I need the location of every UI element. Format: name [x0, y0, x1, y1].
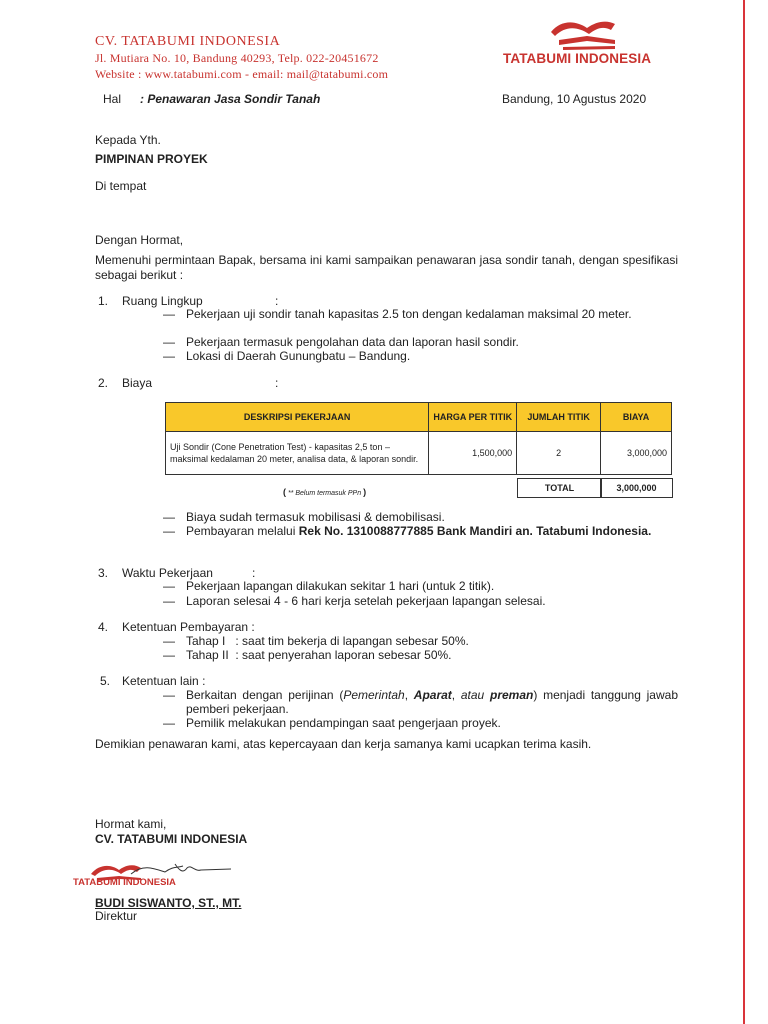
section-2-payment: [186, 524, 678, 538]
s5-text-e: ,: [451, 688, 461, 702]
stamp-text: TATABUMI INDONESIA: [73, 877, 176, 888]
logo-mark-icon: [503, 18, 668, 54]
dash-icon: —: [163, 335, 175, 349]
logo-text: TATABUMI INDONESIA: [503, 51, 652, 66]
section-2-number: 2.: [98, 376, 109, 390]
section-2-title: Biaya: [122, 376, 153, 390]
page-edge-rule: [743, 0, 745, 1024]
section-5-number: 5.: [100, 674, 111, 688]
cost-table: [165, 402, 672, 475]
section-1-item-2: Pekerjaan termasuk pengolahan data dan laporan hasil sondir.: [186, 335, 519, 349]
regards: Hormat kami,: [95, 817, 167, 831]
total-value: 3,000,000: [600, 478, 673, 498]
s5-text-atau: atau: [460, 688, 485, 702]
payment-prefix: Pembayaran melalui: [186, 524, 299, 538]
row-qty: 2: [517, 432, 601, 475]
s5-text-aparat: Aparat: [413, 688, 452, 702]
note-paren-close: ): [363, 487, 367, 497]
s5-text-c: ,: [404, 688, 414, 702]
section-3-item-2: Laporan selesai 4 - 6 hari kerja setelah pekerjaan lapangan selesai.: [186, 594, 546, 608]
letterhead: [95, 34, 388, 82]
s5-text-a: Berkaitan dengan perijinan (: [186, 688, 344, 702]
cost-table-header: [166, 403, 672, 432]
dash-icon: —: [163, 349, 175, 363]
col-header-qty: JUMLAH TITIK: [517, 403, 601, 432]
section-3-colon: :: [252, 566, 256, 580]
dash-icon: —: [163, 524, 175, 538]
section-4-item-2: Tahap II : saat penyerahan laporan sebesar 50%.: [186, 648, 452, 662]
s5-text-i: ) menjadi tanggung jawab pemberi pekerjaan.: [186, 688, 678, 716]
note-text: ** Belum termasuk PPn: [287, 490, 362, 497]
signer-title: Direktur: [95, 909, 138, 923]
section-1-number: 1.: [98, 294, 109, 308]
section-5-item-2: Pemilik melakukan pendampingan saat pengerjaan proyek.: [186, 716, 501, 730]
section-5-title: Ketentuan lain :: [122, 674, 206, 688]
dash-icon: —: [163, 594, 175, 608]
hal-label: Hal: [103, 92, 122, 106]
total-label: TOTAL: [517, 478, 602, 498]
section-1-item-3: Lokasi di Daerah Gunungbatu – Bandung.: [186, 349, 411, 363]
company-logo: [503, 18, 668, 70]
note-paren-open: (: [283, 487, 286, 497]
signer-name: BUDI SISWANTO, ST., MT.: [95, 896, 242, 910]
section-1-title: Ruang Lingkup: [122, 294, 203, 308]
dash-icon: —: [163, 716, 175, 730]
dash-icon: —: [163, 307, 175, 321]
letterhead-website: Website : www.tatabumi.com - email: mail@tatabumi.com: [95, 67, 389, 81]
letterhead-company: CV. TATABUMI INDONESIA: [95, 34, 281, 49]
signature-stamp: [73, 860, 233, 894]
row-cost: 3,000,000: [601, 432, 672, 475]
col-header-price: HARGA PER TITIK: [429, 403, 517, 432]
section-2-item-1: Biaya sudah termasuk mobilisasi & demobilisasi.: [186, 510, 445, 524]
section-2-colon: :: [275, 376, 279, 390]
row-price: 1,500,000: [429, 432, 517, 475]
dash-icon: —: [163, 688, 175, 702]
letterhead-address: Jl. Mutiara No. 10, Bandung 40293, Telp. 022-20451672: [95, 51, 379, 65]
section-4-item-1: Tahap I : saat tim bekerja di lapangan sebesar 50%.: [186, 634, 469, 648]
closing-paragraph: Demikian penawaran kami, atas kepercayaan dan kerja samanya kami ucapkan terima kasih.: [95, 737, 592, 751]
row-description: Uji Sondir (Cone Penetration Test) - kapasitas 2,5 ton – maksimal kedalaman 20 meter, analisa data, & laporan sondir.: [166, 432, 429, 475]
signoff-company: CV. TATABUMI INDONESIA: [95, 832, 248, 846]
col-header-description: DESKRIPSI PEKERJAAN: [166, 403, 429, 432]
section-3-number: 3.: [98, 566, 109, 580]
s5-text-pemerintah: Pemerintah: [343, 688, 405, 702]
intro-paragraph: Memenuhi permintaan Bapak, bersama ini kami sampaikan penawaran jasa sondir tanah, dengan spesifikasi sebagai berikut :: [95, 253, 678, 282]
s5-text-preman: preman: [489, 688, 534, 702]
hal-subject: : Penawaran Jasa Sondir Tanah: [140, 92, 321, 106]
tax-note: [283, 487, 366, 497]
section-4-number: 4.: [98, 620, 109, 634]
recipient-place: Di tempat: [95, 179, 147, 193]
dash-icon: —: [163, 579, 175, 593]
section-3-title: Waktu Pekerjaan: [122, 566, 213, 580]
col-header-cost: BIAYA: [601, 403, 672, 432]
section-3-item-1: Pekerjaan lapangan dilakukan sekitar 1 hari (untuk 2 titik).: [186, 579, 495, 593]
section-1-item-1: Pekerjaan uji sondir tanah kapasitas 2.5 ton dengan kedalaman maksimal 20 meter.: [186, 307, 632, 321]
payment-account: Rek No. 1310088777885 Bank Mandiri an. Tatabumi Indonesia.: [298, 524, 652, 538]
section-1-colon: :: [275, 294, 279, 308]
recipient-to: Kepada Yth.: [95, 133, 161, 147]
table-row: [166, 432, 672, 475]
dash-icon: —: [163, 510, 175, 524]
greeting: Dengan Hormat,: [95, 233, 184, 247]
dash-icon: —: [163, 648, 175, 662]
letter-date: Bandung, 10 Agustus 2020: [502, 92, 647, 106]
section-4-title: Ketentuan Pembayaran :: [122, 620, 255, 634]
section-5-item-1: [186, 688, 678, 716]
dash-icon: —: [163, 634, 175, 648]
recipient-name: PIMPINAN PROYEK: [95, 152, 208, 166]
